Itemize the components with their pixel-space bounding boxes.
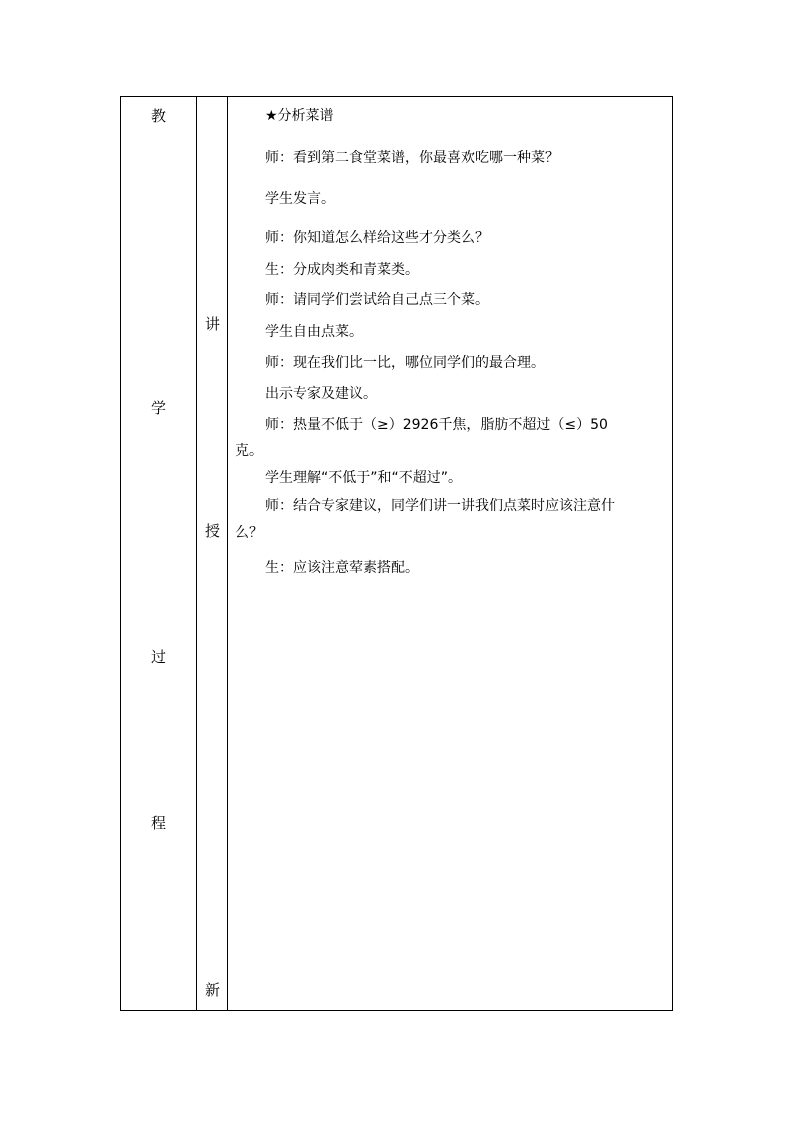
left-column-char: 教 <box>151 107 167 125</box>
content-line: 么？ <box>235 525 263 541</box>
content-line: 师：热量不低于（≥）2926千焦，脂肪不超过（≤）50 <box>265 417 608 433</box>
content-line: 师：请同学们尝试给自己点三个菜。 <box>265 292 489 308</box>
column-divider-left <box>196 97 197 1010</box>
content-line: 学生自由点菜。 <box>265 324 363 340</box>
content-line: 师：看到第二食堂菜谱，你最喜欢吃哪一种菜？ <box>265 150 559 166</box>
lesson-table <box>120 96 673 1011</box>
content-line: 生：应该注意荤素搭配。 <box>265 560 419 576</box>
content-line: 师：你知道怎么样给这些才分类么？ <box>265 230 489 246</box>
content-line: 出示专家及建议。 <box>265 386 377 402</box>
middle-column-char: 授 <box>205 522 221 540</box>
content-line: 师：现在我们比一比，哪位同学们的最合理。 <box>265 355 545 371</box>
content-line: 学生理解“不低于”和“不超过”。 <box>265 470 463 486</box>
content-line: 学生发言。 <box>265 191 335 207</box>
content-line: 生：分成肉类和青菜类。 <box>265 262 419 278</box>
content-line: 克。 <box>235 443 263 459</box>
middle-column-char: 新 <box>205 981 221 999</box>
left-column-char: 程 <box>151 814 167 832</box>
column-divider-middle <box>227 97 228 1010</box>
section-heading: ★分析菜谱 <box>265 108 334 124</box>
content-line: 师：结合专家建议，同学们讲一讲我们点菜时应该注意什 <box>265 498 615 514</box>
left-column-char: 学 <box>151 399 167 417</box>
left-column-char: 过 <box>151 648 167 666</box>
middle-column-char: 讲 <box>205 315 221 333</box>
